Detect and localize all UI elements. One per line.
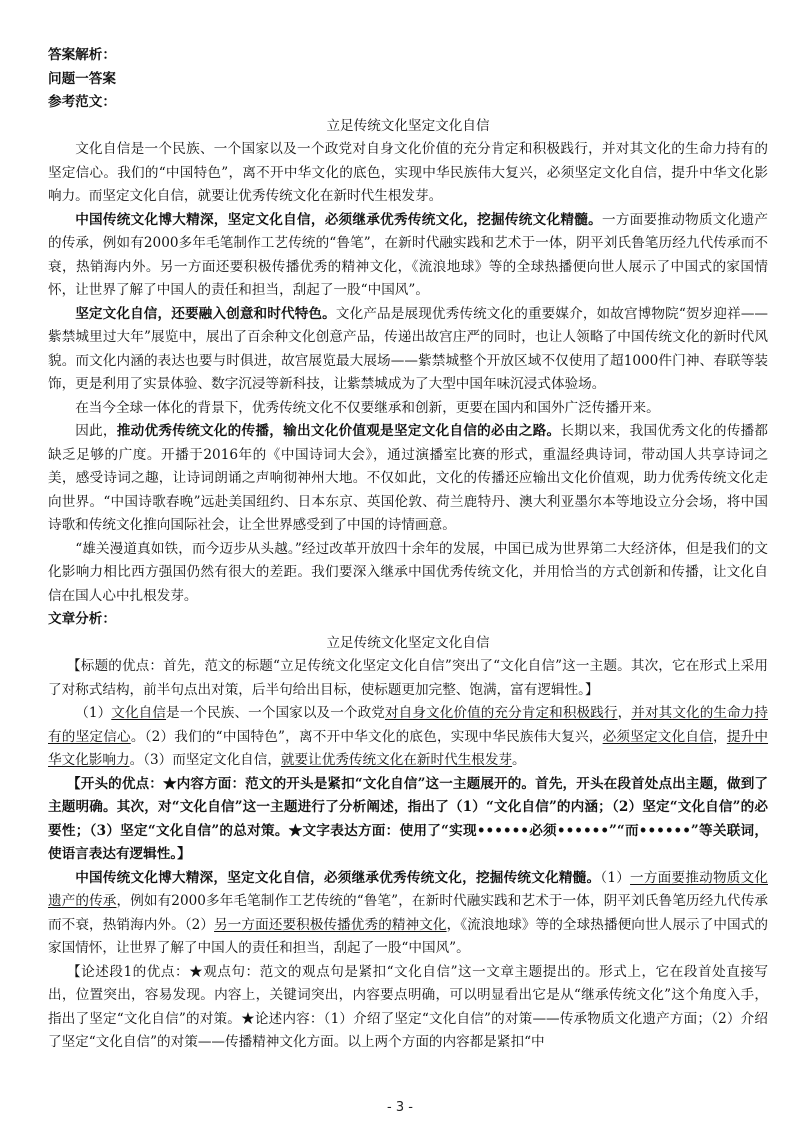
heading-reference-essay: 参考范文： <box>48 94 116 110</box>
heading-answer-analysis: 答案解析： <box>48 47 116 63</box>
underlined-phrase: 文化自信 <box>111 705 167 721</box>
text-run: ，《流浪地球》等的全球热播便向世人展示了中国式的家国情怀，让世界了解了中国人的责任和担当，刮起了一股“中国风”。 <box>48 916 768 956</box>
text-run: ， <box>713 728 727 745</box>
essay-paragraph-5 <box>48 420 768 538</box>
essay-paragraph-1: 文化自信是一个民族、一个国家以及一个政党对自身文化价值的充分肯定和积极践行，并对其文化的生命力持有的坚定信心。我们的“中国特色”，离不开中华文化的底色，实现中华民族伟大复兴，必须坚定文化自信，提升中华文化影响力。而坚定文化自信，就要让优秀传统文化在新时代生根发芽。 <box>48 141 768 204</box>
essay-p2-thesis: 中国传统文化博大精深，坚定文化自信，必须继承优秀传统文化，挖掘传统文化精髓。 <box>75 211 602 228</box>
essay-paragraph-4: 在当今全球一体化的背景下，优秀传统文化不仅要继承和创新，更要在国内和国外广泛传播开来。 <box>75 399 660 416</box>
underlined-phrase: 对自身文化价值的充分肯定和积极践行 <box>384 705 618 721</box>
text-run: ， <box>617 705 632 721</box>
text-run: 。（3）而坚定文化自信， <box>129 752 281 768</box>
underlined-phrase: 另一方面还要积极传播优秀的精神文化 <box>214 916 447 933</box>
marker-1: （1） <box>600 869 631 886</box>
essay-p5-thesis: 推动优秀传统文化的传播，输出文化价值观是坚定文化自信的必由之路。 <box>116 423 561 439</box>
analysis-body1-annotated <box>48 867 768 961</box>
body1-merit-note: 【论述段1的优点：★观点句：范文的观点句是紧扣“文化自信”这一文章主题提出的。形式上，它在段首处直接写出，位置突出，容易发现。内容上，关键词突出，内容要点明确，可以明显看出它是从“继承传统文化”这个角度入手，指出了坚定“文化自信”的对策。★论述内容：（1）介绍了坚定“文化自信”的对策——传承物质文化遗产方面；（2）介绍了坚定“文化自信”的对策——传播精神文化方面。以上两个方面的内容都是紧扣“中 <box>48 963 768 1050</box>
underlined-phrase: 就要让优秀传统文化在新时代生根发芽 <box>280 752 513 768</box>
text-run: 。（2）我们的“中国特色”，离不开中华文化的底色，实现中华民族伟大复兴， <box>130 728 603 745</box>
text-run: 。 <box>512 752 526 768</box>
essay-p3-thesis: 坚定文化自信，还要融入创意和时代特色。 <box>75 305 336 322</box>
page-number: - 3 - <box>387 1100 413 1115</box>
essay-paragraph-2 <box>48 209 768 303</box>
underlined-phrase: 并对其文化的生命力持有的坚定信心 <box>48 705 769 745</box>
heading-q1-answer: 问题一答案 <box>48 70 116 87</box>
marker-1: （1） <box>75 705 112 721</box>
essay-title: 立足传统文化坚定文化自信 <box>326 117 490 134</box>
title-merit-note: 【标题的优点：首先，范文的标题“立足传统文化坚定文化自信”突出了“文化自信”这一主题。其次，它在形式上采用了对称式结构，前半句点出对策，后半句给出目标，使标题更加完整、饱满，富有逻辑性。】 <box>48 658 768 698</box>
essay-p5-body: 长期以来，我国优秀文化的传播都缺乏足够的广度。开播于2016年的《中国诗词大会》，通过演播室比赛的形式，重温经典诗词，带动国人共享诗词之美，感受诗词之趣，让诗词朗诵之声响彻神州大地。不仅如此，文化的传播还应输出文化价值观，助力优秀传统文化走向世界。“中国诗歌春晚”远赴美国纽约、日本东京、英国伦敦、荷兰鹿特丹、澳大利亚墨尔本等地设立分会场，将中国诗歌和传统文化推向国际社会，让全世界感受到了中国的诗情画意。 <box>48 423 769 533</box>
opening-note-text: 【开头的优点：★内容方面：范文的开头是紧扣“文化自信”这一主题展开的。首先，开头在段首处点出主题，做到了主题明确。其次，对“文化自信”这一主题进行了分析阐述，指出了（1）“文化自信”的内涵；（2）坚定“文化自信”的必要性；（3）坚定“文化自信”的总对策。★文字表达方面：使用了“实现••••••必须••••••”“而••••••”等关联词，使语言表达有逻辑性。】 <box>48 775 768 862</box>
underlined-phrase: 提升中华文化影响力 <box>48 728 769 768</box>
essay-paragraph-6: “雄关漫道真如铁，而今迈步从头越。”经过改革开放四十余年的发展，中国已成为世界第二大经济体，但是我们的文化影响力相比西方强国仍然有很大的差距。我们要深入继承中国优秀传统文化，并用恰当的方式创新和传播，让文化自信在国人心中扎根发芽。 <box>48 540 768 604</box>
underlined-phrase: 一方面要推动物质文化遗产的传承 <box>48 869 768 909</box>
text-run: ，例如有2000多年毛笔制作工艺传统的“鲁笔”，在新时代融实践和艺术于一体，阴平刘氏鲁笔历经九代传承而不衰，热销海内外。（2） <box>48 893 768 933</box>
opening-merit-note <box>48 773 768 867</box>
underlined-phrase: 必须坚定文化自信 <box>602 728 714 745</box>
heading-essay-analysis: 文章分析： <box>48 611 116 627</box>
essay-p5-lead: 因此， <box>75 423 117 439</box>
document-page <box>48 44 768 1055</box>
essay-paragraph-3 <box>48 303 768 397</box>
analysis-title: 立足传统文化坚定文化自信 <box>326 634 490 651</box>
body1-thesis: 中国传统文化博大精深，坚定文化自信，必须继承优秀传统文化，挖掘传统文化精髓。 <box>75 869 601 886</box>
essay-p3-body: 文化产品是展现优秀传统文化的重要媒介，如故宫博物院“贺岁迎祥——紫禁城里过大年”展览中，展出了百余种文化创意产品，传递出故宫庄严的同时，也让人领略了中国传统文化的新时代风貌。而文化内涵的表达也要与时俱进，故宫展览最大展场——紫禁城整个开放区域不仅使用了超1000件门神、春联等装饰，更是利用了实景体验、数字沉浸等新科技，让紫禁城成为了大型中国年味沉浸式体验场。 <box>48 305 769 392</box>
text-run: 是一个民族、一个国家以及一个政党 <box>166 705 385 721</box>
essay-p2-body: 一方面要推动物质文化遗产的传承，例如有2000多年毛笔制作工艺传统的“鲁笔”，在新时代融实践和艺术于一体，阴平刘氏鲁笔历经九代传承而不衰，热销海内外。另一方面还要积极传播优秀的精神文化，《流浪地球》等的全球热播便向世人展示了中国式的家国情怀，让世界了解了中国人的责任和担当，刮起了一股“中国风”。 <box>48 211 769 298</box>
analysis-opening-annotated <box>48 702 768 773</box>
